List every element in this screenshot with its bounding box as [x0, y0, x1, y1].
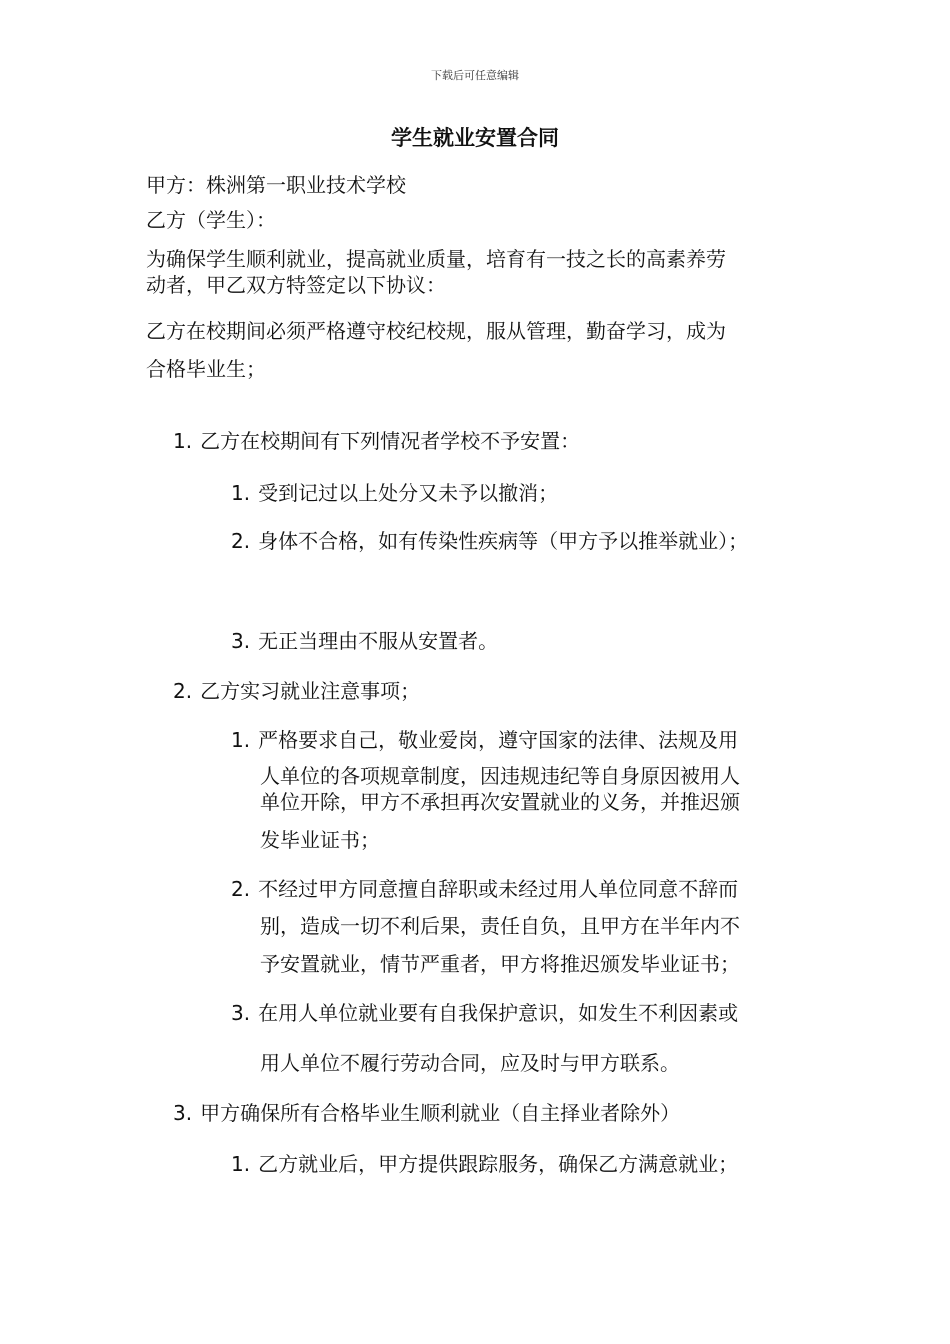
section-text: 甲方确保所有合格毕业生顺利就业（自主择业者除外）	[200, 1101, 681, 1125]
party-a: 甲方：株洲第一职业技术学校	[146, 173, 406, 197]
intro-line-1: 为确保学生顺利就业，提高就业质量，培育有一技之长的高素养劳	[146, 247, 726, 271]
section-number: 1.	[173, 429, 193, 453]
item-text-continued: 单位开除，甲方不承担再次安置就业的义务，并推迟颁	[260, 790, 740, 814]
item-text-continued: 用人单位不履行劳动合同，应及时与甲方联系。	[260, 1051, 680, 1075]
item-text: 在用人单位就业要有自我保护意识，如发生不利因素或	[258, 1001, 739, 1025]
section-2	[173, 678, 420, 704]
item-text: 受到记过以上处分又未予以撤消；	[258, 481, 559, 505]
item-number: 2.	[231, 529, 251, 553]
item-text: 无正当理由不服从安置者。	[258, 629, 499, 653]
item-number: 1.	[231, 728, 251, 752]
section-text: 乙方实习就业注意事项；	[200, 679, 421, 703]
item-text: 身体不合格，如有传染性疾病等（甲方予以推举就业）；	[258, 529, 749, 553]
section-2-item-1	[231, 727, 738, 753]
party-b: 乙方（学生）：	[146, 208, 276, 232]
section-3	[173, 1100, 680, 1126]
item-text-continued: 发毕业证书；	[260, 828, 380, 852]
section-1-item-2	[231, 528, 748, 554]
item-text: 严格要求自己，敬业爱岗，遵守国家的法律、法规及用	[258, 728, 739, 752]
section-text: 乙方在校期间有下列情况者学校不予安置：	[200, 429, 581, 453]
item-text-continued: 予安置就业，情节严重者，甲方将推迟颁发毕业证书；	[260, 952, 740, 976]
rule-line-1: 乙方在校期间必须严格遵守校纪校规，服从管理，勤奋学习，成为	[146, 319, 726, 343]
section-number: 3.	[173, 1101, 193, 1125]
page-header: 下载后可任意编辑	[431, 69, 519, 82]
section-2-item-2	[231, 876, 738, 902]
item-text: 不经过甲方同意擅自辞职或未经过用人单位同意不辞而	[258, 877, 739, 901]
section-2-item-3	[231, 1000, 738, 1026]
item-text: 乙方就业后，甲方提供跟踪服务，确保乙方满意就业；	[258, 1152, 739, 1176]
document-title: 学生就业安置合同	[391, 125, 559, 150]
item-text-continued: 别，造成一切不利后果，责任自负，且甲方在半年内不	[260, 914, 740, 938]
intro-line-2: 动者，甲乙双方特签定以下协议：	[146, 273, 446, 297]
item-number: 1.	[231, 1152, 251, 1176]
item-text-continued: 人单位的各项规章制度，因违规违纪等自身原因被用人	[260, 764, 740, 788]
item-number: 2.	[231, 877, 251, 901]
item-number: 3.	[231, 1001, 251, 1025]
section-1-item-3	[231, 628, 498, 654]
section-1	[173, 428, 580, 454]
item-number: 3.	[231, 629, 251, 653]
section-1-item-1	[231, 480, 558, 506]
item-number: 1.	[231, 481, 251, 505]
rule-line-2: 合格毕业生；	[146, 357, 266, 381]
section-3-item-1	[231, 1151, 738, 1177]
section-number: 2.	[173, 679, 193, 703]
